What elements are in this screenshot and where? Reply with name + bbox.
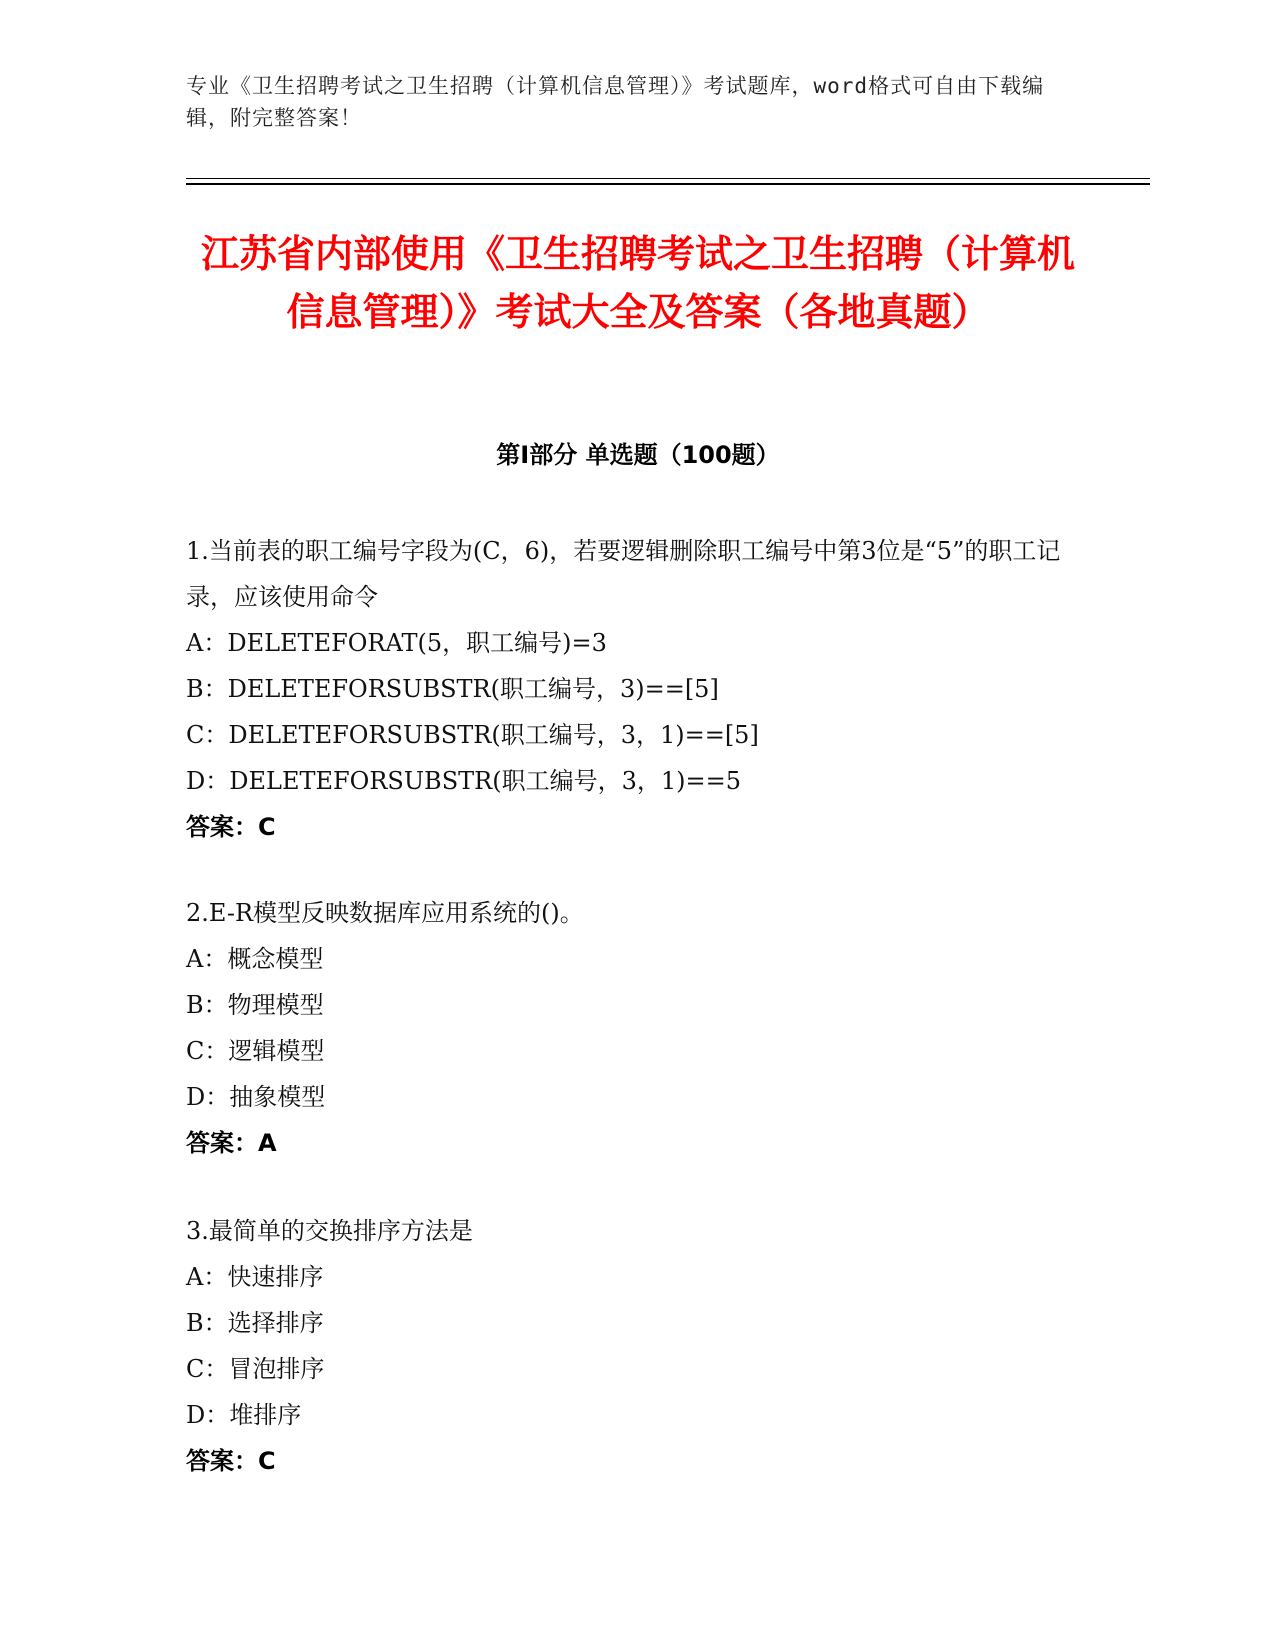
question-stem: 2.E-R模型反映数据库应用系统的()。: [186, 899, 584, 927]
option-a: A：快速排序: [186, 1263, 324, 1291]
option-a: A：DELETEFORAT(5，职工编号)=3: [186, 629, 607, 657]
question-item: [186, 890, 1086, 1166]
answer-text: 答案：A: [186, 1129, 277, 1157]
answer-text: 答案：C: [186, 1447, 276, 1475]
option-d: D：抽象模型: [186, 1083, 326, 1111]
option-c: C：DELETEFORSUBSTR(职工编号，3，1)==[5]: [186, 721, 759, 749]
option-d: D：堆排序: [186, 1401, 302, 1429]
option-b: B：物理模型: [186, 991, 324, 1019]
section-title: 第Ⅰ部分 单选题（100题）: [496, 441, 780, 469]
document-title: 江苏省内部使用《卫生招聘考试之卫生招聘（计算机信息管理）》考试大全及答案（各地真题）: [200, 232, 1075, 334]
option-b: B：DELETEFORSUBSTR(职工编号，3)==[5]: [186, 675, 719, 703]
question-item: [186, 1208, 1086, 1484]
question-stem: 3.最简单的交换排序方法是: [186, 1217, 473, 1245]
question-stem: 1.当前表的职工编号字段为(C，6)，若要逻辑删除职工编号中第3位是“5”的职工记录，应该使用命令: [186, 537, 1061, 611]
option-c: C：逻辑模型: [186, 1037, 325, 1065]
question-item: [186, 528, 1086, 850]
option-b: B：选择排序: [186, 1309, 324, 1337]
option-d: D：DELETEFORSUBSTR(职工编号，3，1)==5: [186, 767, 741, 795]
option-c: C：冒泡排序: [186, 1355, 325, 1383]
intro-text: 专业《卫生招聘考试之卫生招聘（计算机信息管理）》考试题库，word格式可自由下载编辑，附完整答案！: [186, 74, 1045, 130]
answer-text: 答案：C: [186, 813, 276, 841]
option-a: A：概念模型: [186, 945, 324, 973]
header-divider-thick: [186, 183, 1150, 185]
header-divider-thin: [186, 178, 1150, 179]
